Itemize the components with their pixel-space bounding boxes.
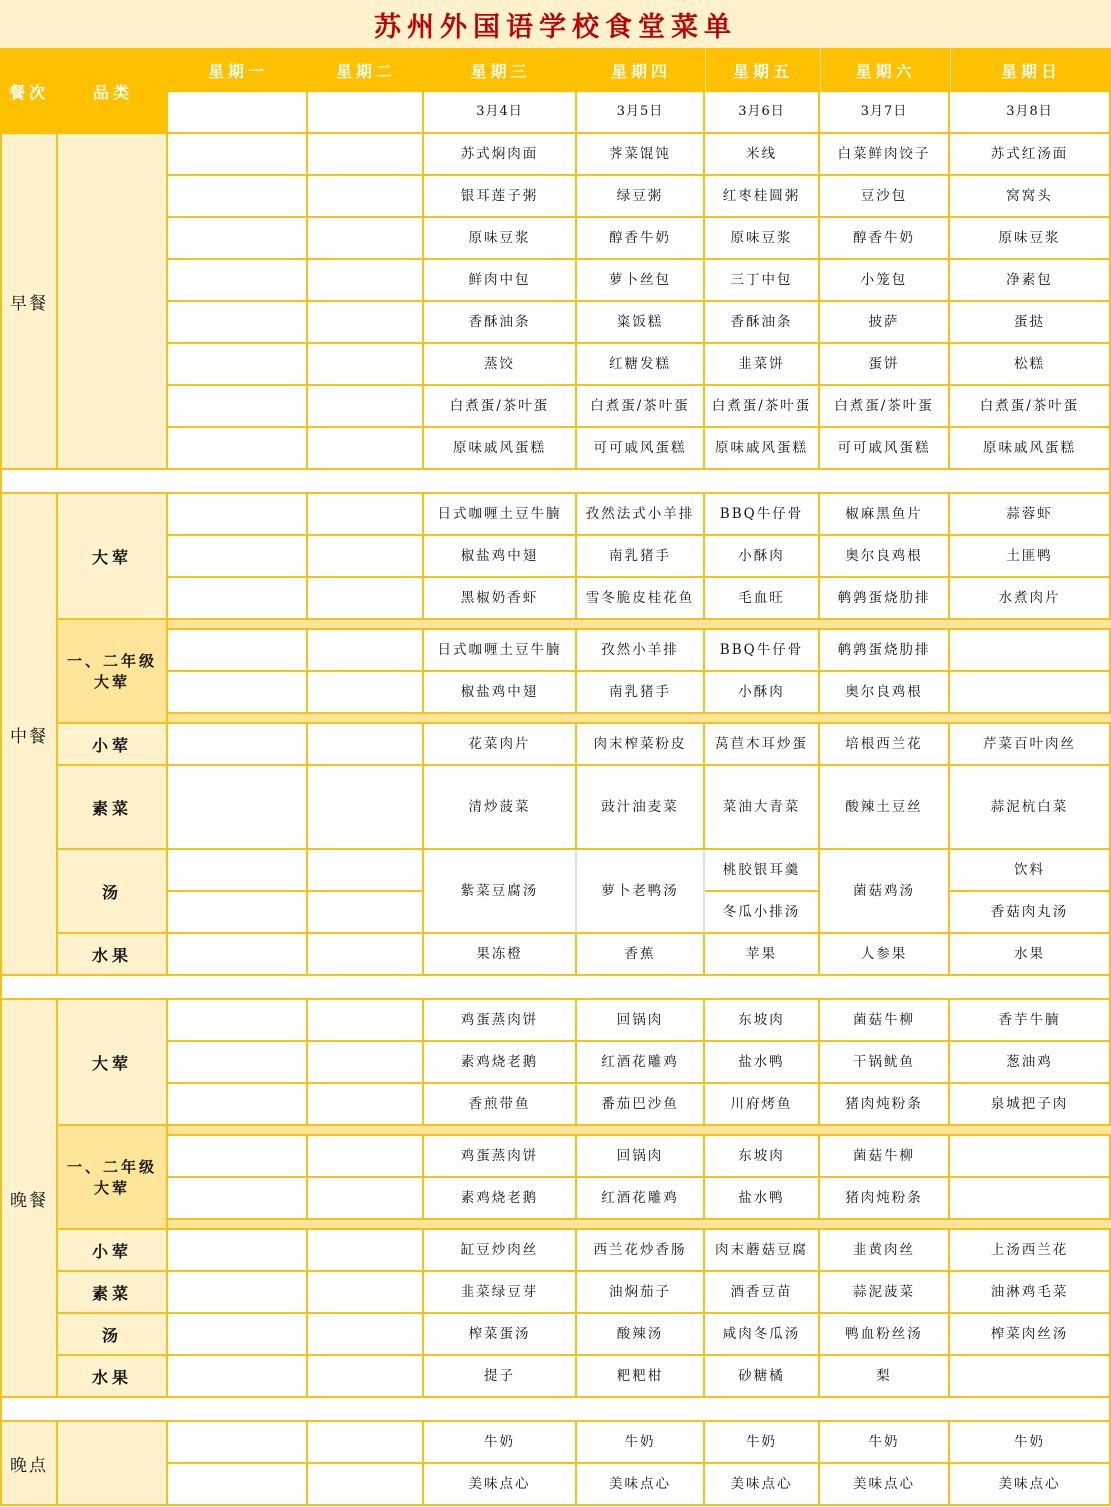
menu-cell[interactable] (168, 1356, 308, 1398)
menu-cell[interactable] (168, 176, 308, 218)
menu-cell[interactable]: 红枣桂圆粥 (705, 176, 820, 218)
menu-cell[interactable]: 豆沙包 (820, 176, 950, 218)
menu-cell[interactable] (308, 1422, 424, 1464)
menu-cell[interactable]: 提子 (424, 1356, 577, 1398)
menu-cell[interactable]: 原味戚风蛋糕 (705, 428, 820, 470)
category-soup: 汤 (58, 1314, 168, 1356)
menu-cell[interactable]: BBQ牛仔骨 (705, 494, 820, 536)
menu-cell[interactable]: 苹果 (705, 934, 820, 976)
menu-cell[interactable]: 松糕 (950, 344, 1111, 386)
menu-cell[interactable] (950, 1178, 1111, 1220)
separator-strip (168, 1126, 1111, 1136)
menu-cell[interactable]: 牛奶 (820, 1422, 950, 1464)
menu-cell[interactable]: 油焖茄子 (577, 1272, 705, 1314)
menu-cell[interactable] (308, 260, 424, 302)
menu-cell[interactable]: 盐水鸭 (705, 1178, 820, 1220)
menu-cell[interactable]: 清炒菠菜 (424, 766, 577, 850)
menu-cell[interactable] (950, 1356, 1111, 1398)
menu-cell[interactable] (168, 302, 308, 344)
header-date: 3月7日 (820, 92, 950, 134)
menu-cell[interactable]: 桃胶银耳羹 (705, 850, 820, 892)
menu-cell[interactable]: 孜然小羊排 (577, 630, 705, 672)
header-day: 星期六 (820, 48, 950, 92)
menu-cell[interactable]: 饮料 (950, 850, 1111, 892)
menu-cell[interactable]: 红酒花雕鸡 (577, 1178, 705, 1220)
menu-cell[interactable] (308, 134, 424, 176)
menu-cell[interactable] (168, 766, 308, 850)
menu-cell[interactable]: 鸡蛋蒸肉饼 (424, 1000, 577, 1042)
menu-cell[interactable]: BBQ牛仔骨 (705, 630, 820, 672)
menu-cell[interactable]: 肉末蘑菇豆腐 (705, 1230, 820, 1272)
menu-cell[interactable]: 鸭血粉丝汤 (820, 1314, 950, 1356)
menu-cell[interactable]: 净素包 (950, 260, 1111, 302)
menu-cell[interactable]: 菌菇鸡汤 (820, 850, 950, 934)
header-category-col: 品类 (58, 48, 168, 134)
menu-cell[interactable]: 花菜肉片 (424, 724, 577, 766)
menu-cell[interactable]: 绿豆粥 (577, 176, 705, 218)
menu-cell[interactable]: 东坡肉 (705, 1136, 820, 1178)
menu-cell[interactable] (168, 1422, 308, 1464)
menu-cell[interactable]: 酸辣汤 (577, 1314, 705, 1356)
menu-cell[interactable]: 香菇肉丸汤 (950, 892, 1111, 934)
menu-cell[interactable]: 香酥油条 (705, 302, 820, 344)
menu-cell[interactable]: 人参果 (820, 934, 950, 976)
header-day: 星期二 (308, 48, 424, 92)
menu-cell[interactable]: 蒜蓉虾 (950, 494, 1111, 536)
menu-cell[interactable]: 原味豆浆 (950, 218, 1111, 260)
menu-cell[interactable]: 牛奶 (424, 1422, 577, 1464)
menu-cell[interactable]: 椒盐鸡中翅 (424, 536, 577, 578)
menu-cell[interactable] (308, 536, 424, 578)
menu-cell[interactable]: 美味点心 (705, 1464, 820, 1506)
menu-cell[interactable] (168, 218, 308, 260)
menu-cell[interactable] (308, 1314, 424, 1356)
menu-cell[interactable]: 葱油鸡 (950, 1042, 1111, 1084)
menu-cell[interactable]: 椒麻黑鱼片 (820, 494, 950, 536)
menu-cell[interactable]: 芹菜百叶肉丝 (950, 724, 1111, 766)
menu-cell[interactable]: 香芋牛腩 (950, 1000, 1111, 1042)
menu-cell[interactable]: 美味点心 (950, 1464, 1111, 1506)
menu-cell[interactable] (308, 1178, 424, 1220)
menu-cell[interactable] (308, 724, 424, 766)
menu-cell[interactable]: 咸肉冬瓜汤 (705, 1314, 820, 1356)
menu-cell[interactable] (308, 1042, 424, 1084)
menu-cell[interactable]: 油淋鸡毛菜 (950, 1272, 1111, 1314)
menu-cell[interactable]: 南乳猪手 (577, 672, 705, 714)
menu-cell[interactable]: 粢饭糕 (577, 302, 705, 344)
header-day: 星期四 (577, 48, 705, 92)
menu-cell[interactable]: 韭菜饼 (705, 344, 820, 386)
menu-cell[interactable] (308, 494, 424, 536)
header-date (168, 92, 308, 134)
menu-cell[interactable] (308, 892, 424, 934)
grade12-label-line1: 一、二年级 (66, 652, 157, 670)
menu-cell[interactable] (308, 1230, 424, 1272)
menu-cell[interactable]: 醇香牛奶 (577, 218, 705, 260)
menu-cell[interactable]: 素鸡烧老鹅 (424, 1042, 577, 1084)
meal-dinner: 晚餐 (0, 1000, 58, 1398)
header-date: 3月6日 (705, 92, 820, 134)
menu-cell[interactable] (308, 630, 424, 672)
menu-cell[interactable]: 菌菇牛柳 (820, 1136, 950, 1178)
menu-cell[interactable]: 原味豆浆 (424, 218, 577, 260)
menu-cell[interactable]: 原味豆浆 (705, 218, 820, 260)
menu-cell[interactable]: 紫菜豆腐汤 (424, 850, 577, 934)
menu-cell[interactable]: 上汤西兰花 (950, 1230, 1111, 1272)
menu-cell[interactable]: 梨 (820, 1356, 950, 1398)
category-fruit: 水果 (58, 934, 168, 976)
header-date: 3月8日 (950, 92, 1111, 134)
menu-cell[interactable]: 榨菜肉丝汤 (950, 1314, 1111, 1356)
category-grade12-main (58, 1126, 168, 1230)
menu-cell[interactable] (308, 934, 424, 976)
menu-cell[interactable]: 莴苣木耳炒蛋 (705, 724, 820, 766)
menu-cell[interactable]: 原味戚风蛋糕 (424, 428, 577, 470)
meal-breakfast: 早餐 (0, 134, 58, 470)
menu-cell[interactable]: 酸辣土豆丝 (820, 766, 950, 850)
menu-cell[interactable]: 果冻橙 (424, 934, 577, 976)
menu-cell[interactable]: 小酥肉 (705, 672, 820, 714)
grade12-label-line2: 大荤 (93, 673, 130, 691)
menu-cell[interactable]: 苏式焖肉面 (424, 134, 577, 176)
header-date (308, 92, 424, 134)
menu-cell[interactable] (168, 1464, 308, 1506)
header-date: 3月5日 (577, 92, 705, 134)
grade12-label-line2: 大荤 (93, 1179, 130, 1197)
meal-late-snack: 晚点 (0, 1422, 58, 1506)
menu-cell[interactable] (308, 344, 424, 386)
menu-cell[interactable]: 美味点心 (820, 1464, 950, 1506)
menu-cell[interactable]: 香酥油条 (424, 302, 577, 344)
menu-cell[interactable]: 土匪鸭 (950, 536, 1111, 578)
category-side-dish: 小荤 (58, 724, 168, 766)
header-day: 星期一 (168, 48, 308, 92)
menu-cell[interactable] (308, 672, 424, 714)
menu-cell[interactable] (308, 1136, 424, 1178)
menu-cell[interactable]: 猪肉炖粉条 (820, 1084, 950, 1126)
menu-cell[interactable]: 荠菜馄饨 (577, 134, 705, 176)
menu-cell[interactable]: 萝卜老鸭汤 (577, 850, 705, 934)
menu-cell[interactable] (308, 1000, 424, 1042)
menu-cell[interactable]: 缸豆炒肉丝 (424, 1230, 577, 1272)
menu-cell[interactable] (168, 1230, 308, 1272)
menu-cell[interactable] (168, 1178, 308, 1220)
menu-cell[interactable] (308, 1272, 424, 1314)
menu-cell[interactable]: 黑椒奶香虾 (424, 578, 577, 620)
menu-cell[interactable] (168, 536, 308, 578)
menu-cell[interactable]: 泉城把子肉 (950, 1084, 1111, 1126)
menu-cell[interactable]: 红酒花雕鸡 (577, 1042, 705, 1084)
section-spacer (0, 976, 1111, 1000)
menu-cell[interactable] (308, 1464, 424, 1506)
menu-cell[interactable]: 榨菜蛋汤 (424, 1314, 577, 1356)
menu-cell[interactable]: 椒盐鸡中翅 (424, 672, 577, 714)
menu-cell[interactable]: 鸡蛋蒸肉饼 (424, 1136, 577, 1178)
menu-cell[interactable]: 川府烤鱼 (705, 1084, 820, 1126)
menu-cell[interactable]: 白煮蛋/茶叶蛋 (577, 386, 705, 428)
menu-cell[interactable]: 肉末榨菜粉皮 (577, 724, 705, 766)
meal-lunch: 中餐 (0, 494, 58, 976)
category-fruit: 水果 (58, 1356, 168, 1398)
header-date: 3月4日 (424, 92, 577, 134)
menu-cell[interactable]: 苏式红汤面 (950, 134, 1111, 176)
menu-cell[interactable]: 番茄巴沙鱼 (577, 1084, 705, 1126)
menu-cell[interactable] (950, 672, 1111, 714)
menu-cell[interactable]: 美味点心 (424, 1464, 577, 1506)
category-vegetable: 素菜 (58, 1272, 168, 1314)
menu-cell[interactable]: 盐水鸭 (705, 1042, 820, 1084)
section-spacer (0, 470, 1111, 494)
menu-cell[interactable]: 鹌鹑蛋烧肋排 (820, 630, 950, 672)
menu-cell[interactable] (168, 724, 308, 766)
menu-cell[interactable]: 奥尔良鸡根 (820, 536, 950, 578)
menu-cell[interactable]: 鹌鹑蛋烧肋排 (820, 578, 950, 620)
category-soup: 汤 (58, 850, 168, 934)
menu-cell[interactable]: 雪冬脆皮桂花鱼 (577, 578, 705, 620)
menu-cell[interactable]: 萝卜丝包 (577, 260, 705, 302)
category-grade12-main (58, 620, 168, 724)
menu-cell[interactable] (308, 578, 424, 620)
menu-cell[interactable]: 小笼包 (820, 260, 950, 302)
menu-cell[interactable] (168, 892, 308, 934)
menu-cell[interactable]: 牛奶 (577, 1422, 705, 1464)
header-day: 星期三 (424, 48, 577, 92)
menu-cell[interactable]: 香蕉 (577, 934, 705, 976)
category-main-dish: 大荤 (58, 494, 168, 620)
menu-cell[interactable] (950, 1136, 1111, 1178)
menu-cell[interactable]: 培根西兰花 (820, 724, 950, 766)
menu-cell[interactable]: 菜油大青菜 (705, 766, 820, 850)
menu-cell[interactable] (308, 766, 424, 850)
menu-cell[interactable]: 韭黄肉丝 (820, 1230, 950, 1272)
menu-cell[interactable]: 猪肉炖粉条 (820, 1178, 950, 1220)
menu-cell[interactable]: 水煮肉片 (950, 578, 1111, 620)
menu-cell[interactable]: 可可戚风蛋糕 (577, 428, 705, 470)
menu-cell[interactable] (308, 428, 424, 470)
menu-cell[interactable] (168, 386, 308, 428)
menu-cell[interactable] (168, 1084, 308, 1126)
menu-cell[interactable]: 小酥肉 (705, 536, 820, 578)
menu-cell[interactable]: 回锅肉 (577, 1000, 705, 1042)
menu-cell[interactable]: 牛奶 (950, 1422, 1111, 1464)
menu-cell[interactable]: 醇香牛奶 (820, 218, 950, 260)
menu-cell[interactable] (308, 1084, 424, 1126)
menu-cell[interactable]: 三丁中包 (705, 260, 820, 302)
menu-cell[interactable]: 窝窝头 (950, 176, 1111, 218)
menu-cell[interactable] (308, 1356, 424, 1398)
menu-cell[interactable] (168, 1042, 308, 1084)
menu-cell[interactable]: 披萨 (820, 302, 950, 344)
menu-cell[interactable]: 红糖发糕 (577, 344, 705, 386)
menu-cell[interactable]: 西兰花炒香肠 (577, 1230, 705, 1272)
menu-cell[interactable]: 素鸡烧老鹅 (424, 1178, 577, 1220)
menu-cell[interactable]: 白煮蛋/茶叶蛋 (705, 386, 820, 428)
menu-cell[interactable]: 菌菇牛柳 (820, 1000, 950, 1042)
menu-cell[interactable]: 毛血旺 (705, 578, 820, 620)
header-day: 星期日 (950, 48, 1111, 92)
menu-cell[interactable] (168, 1000, 308, 1042)
menu-cell[interactable] (168, 1272, 308, 1314)
menu-cell[interactable] (308, 850, 424, 892)
menu-cell[interactable]: 干锅鱿鱼 (820, 1042, 950, 1084)
category-main-dish: 大荤 (58, 1000, 168, 1126)
menu-cell[interactable]: 白煮蛋/茶叶蛋 (950, 386, 1111, 428)
category-vegetable: 素菜 (58, 766, 168, 850)
menu-cell[interactable] (308, 386, 424, 428)
menu-cell[interactable] (168, 578, 308, 620)
section-spacer (0, 1398, 1111, 1422)
separator-strip (168, 620, 1111, 630)
menu-cell[interactable]: 米线 (705, 134, 820, 176)
menu-cell[interactable]: 韭菜绿豆芽 (424, 1272, 577, 1314)
menu-cell[interactable]: 奥尔良鸡根 (820, 672, 950, 714)
menu-cell[interactable]: 日式咖喱土豆牛腩 (424, 494, 577, 536)
menu-cell[interactable] (168, 934, 308, 976)
menu-cell[interactable]: 砂糖橘 (705, 1356, 820, 1398)
menu-cell[interactable] (308, 218, 424, 260)
menu-cell[interactable]: 回锅肉 (577, 1136, 705, 1178)
menu-cell[interactable] (168, 850, 308, 892)
menu-cell[interactable] (168, 630, 308, 672)
category-side-dish: 小荤 (58, 1230, 168, 1272)
menu-cell[interactable] (168, 1136, 308, 1178)
header-day: 星期五 (705, 48, 820, 92)
menu-cell[interactable]: 酒香豆苗 (705, 1272, 820, 1314)
menu-cell[interactable] (168, 428, 308, 470)
menu-cell[interactable]: 银耳莲子粥 (424, 176, 577, 218)
menu-cell[interactable]: 白煮蛋/茶叶蛋 (820, 386, 950, 428)
menu-cell[interactable]: 水果 (950, 934, 1111, 976)
menu-cell[interactable]: 日式咖喱土豆牛腩 (424, 630, 577, 672)
menu-cell[interactable] (168, 344, 308, 386)
menu-cell[interactable]: 香煎带鱼 (424, 1084, 577, 1126)
grade12-label-line1: 一、二年级 (66, 1158, 157, 1176)
menu-cell[interactable]: 粑粑柑 (577, 1356, 705, 1398)
header-meal-col: 餐次 (0, 48, 58, 134)
menu-cell[interactable]: 南乳猪手 (577, 536, 705, 578)
menu-cell[interactable]: 可可戚风蛋糕 (820, 428, 950, 470)
category-breakfast (58, 134, 168, 470)
menu-cell[interactable]: 蛋饼 (820, 344, 950, 386)
menu-cell[interactable] (168, 260, 308, 302)
menu-cell[interactable]: 冬瓜小排汤 (705, 892, 820, 934)
menu-cell[interactable]: 孜然法式小羊排 (577, 494, 705, 536)
menu-cell[interactable]: 原味戚风蛋糕 (950, 428, 1111, 470)
menu-cell[interactable]: 白菜鲜肉饺子 (820, 134, 950, 176)
menu-cell[interactable]: 蒜泥杭白菜 (950, 766, 1111, 850)
menu-cell[interactable]: 白煮蛋/茶叶蛋 (424, 386, 577, 428)
menu-cell[interactable]: 豉汁油麦菜 (577, 766, 705, 850)
menu-cell[interactable] (308, 302, 424, 344)
menu-cell[interactable]: 牛奶 (705, 1422, 820, 1464)
menu-cell[interactable]: 东坡肉 (705, 1000, 820, 1042)
menu-cell[interactable]: 蒸饺 (424, 344, 577, 386)
menu-cell[interactable] (308, 176, 424, 218)
page-title: 苏州外国语学校食堂菜单 (0, 0, 1111, 48)
menu-cell[interactable] (168, 134, 308, 176)
menu-cell[interactable] (168, 672, 308, 714)
menu-cell[interactable]: 鲜肉中包 (424, 260, 577, 302)
menu-cell[interactable]: 蒜泥菠菜 (820, 1272, 950, 1314)
menu-cell[interactable] (168, 1314, 308, 1356)
menu-cell[interactable]: 美味点心 (577, 1464, 705, 1506)
separator-strip (168, 1220, 1111, 1230)
category-late-snack (58, 1422, 168, 1506)
menu-cell[interactable] (168, 494, 308, 536)
menu-cell[interactable] (950, 630, 1111, 672)
separator-strip (168, 714, 1111, 724)
menu-cell[interactable]: 蛋挞 (950, 302, 1111, 344)
